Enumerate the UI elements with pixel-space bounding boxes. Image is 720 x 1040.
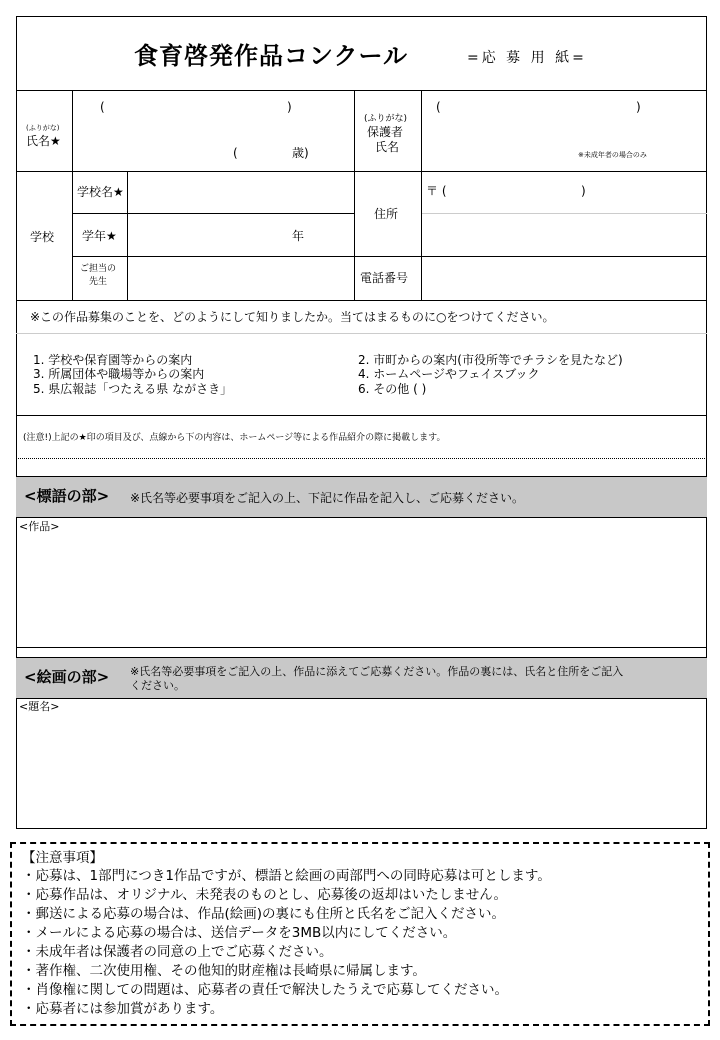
school-name-label: 学校名★ xyxy=(77,185,124,199)
divider xyxy=(72,213,354,214)
guardian-furigana-label: (ふりがな) xyxy=(364,114,408,124)
divider xyxy=(127,171,128,300)
grade-label: 学年★ xyxy=(82,229,117,243)
divider xyxy=(16,647,707,648)
divider xyxy=(16,415,707,416)
applicant-paren-open: ( xyxy=(100,100,105,114)
school-name-field[interactable] xyxy=(130,175,350,209)
painting-section-title: <絵画の部> xyxy=(24,668,110,686)
divider xyxy=(72,90,73,300)
painting-title-field[interactable] xyxy=(18,716,704,826)
address-label: 住所 xyxy=(374,207,399,221)
age-paren-open: ( xyxy=(233,146,238,160)
survey-option[interactable]: 6. その他 ( ) xyxy=(358,382,427,396)
postal-close: ) xyxy=(581,184,586,198)
phone-field[interactable] xyxy=(425,260,703,296)
guardian-note: ※未成年者の場合のみ xyxy=(578,151,647,159)
address-field[interactable] xyxy=(425,217,703,253)
notes-box xyxy=(10,842,710,1026)
guardian-furigana-field[interactable] xyxy=(446,98,632,118)
divider xyxy=(16,90,707,91)
page-subtitle: =応 募 用 紙= xyxy=(467,50,587,66)
notes-header: 【注意事項】 xyxy=(22,850,103,866)
age-field[interactable] xyxy=(243,143,289,161)
age-unit: 歳) xyxy=(292,146,309,160)
note-item: ・応募は、1部門につき1作品ですが、標語と絵画の両部門への同時応募は可とします。 xyxy=(22,868,551,884)
note-item: ・肖像権に関しての問題は、応募者の責任で解決したうえで応募してください。 xyxy=(22,982,508,998)
divider xyxy=(72,256,354,257)
caution-text: (注意!)上記の★印の項目及び、点線から下の内容は、ホームページ等による作品紹介の際に掲載します。 xyxy=(23,433,446,443)
guardian-paren-close: ) xyxy=(636,100,641,114)
applicant-furigana-field[interactable] xyxy=(110,98,282,118)
survey-option[interactable]: 2. 市町からの案内(市役所等でチラシを見たなど) xyxy=(358,353,623,367)
note-item: ・メールによる応募の場合は、送信データを3MB以内にしてください。 xyxy=(22,925,457,941)
postal-prefix: 〒 ( xyxy=(426,184,447,198)
teacher-label: ご担当の xyxy=(80,264,117,274)
grade-field[interactable] xyxy=(130,218,288,252)
work-label: <作品> xyxy=(19,520,60,533)
page-title: 食育啓発作品コンクール xyxy=(134,42,409,70)
divider xyxy=(354,256,707,257)
divider xyxy=(16,171,707,172)
painting-instruction: ※氏名等必要事項をご記入の上、作品に添えてご応募ください。作品の裏には、氏名と住所をご記入 xyxy=(130,665,624,678)
dotted-cut-line xyxy=(16,458,707,459)
painting-instruction-2: ください。 xyxy=(130,679,185,692)
painting-title-label: <題名> xyxy=(19,700,60,713)
slogan-work-field[interactable] xyxy=(18,536,704,646)
guardian-name-label: 氏名 xyxy=(375,140,400,154)
teacher-field[interactable] xyxy=(130,260,350,296)
divider xyxy=(421,213,707,214)
survey-option[interactable]: 4. ホームページやフェイスブック xyxy=(358,367,540,381)
applicant-paren-close: ) xyxy=(287,100,292,114)
survey-option[interactable]: 5. 県広報誌「つたえる県 ながさき」 xyxy=(33,382,233,396)
guardian-paren-open: ( xyxy=(436,100,441,114)
divider xyxy=(16,333,707,334)
grade-unit: 年 xyxy=(292,229,305,243)
note-item: ・未成年者は保護者の同意の上でご応募ください。 xyxy=(22,944,333,960)
slogan-instruction: ※氏名等必要事項をご記入の上、下記に作品を記入し、ご応募ください。 xyxy=(130,491,525,505)
teacher-label-2: 先生 xyxy=(89,277,108,287)
guardian-name-field[interactable] xyxy=(428,120,578,160)
note-item: ・著作権、二次使用権、その他知的財産権は長崎県に帰属します。 xyxy=(22,963,426,979)
slogan-section-title: <標語の部> xyxy=(24,487,110,505)
postal-code-field[interactable] xyxy=(455,178,577,204)
phone-label: 電話番号 xyxy=(360,271,409,285)
note-item: ・郵送による応募の場合は、作品(絵画)の裏にも住所と氏名をご記入ください。 xyxy=(22,906,506,922)
divider xyxy=(16,300,707,301)
applicant-furigana-label: (ふりがな) xyxy=(26,124,60,132)
applicant-name-field[interactable] xyxy=(80,120,230,160)
guardian-label: 保護者 xyxy=(367,125,404,139)
note-item: ・応募作品は、オリジナル、未発表のものとし、応募後の返却はいたしません。 xyxy=(22,887,508,903)
survey-option[interactable]: 3. 所属団体や職場等からの案内 xyxy=(33,367,205,381)
note-item: ・応募者には参加賞があります。 xyxy=(22,1001,224,1017)
divider xyxy=(354,90,355,300)
applicant-name-label: 氏名★ xyxy=(26,134,61,148)
divider xyxy=(421,90,422,300)
painting-section-header xyxy=(16,657,707,699)
school-label: 学校 xyxy=(30,230,55,244)
survey-question: ※この作品募集のことを、どのようにして知りましたか。当てはまるものに○をつけてください。 xyxy=(30,310,555,324)
survey-option[interactable]: 1. 学校や保育園等からの案内 xyxy=(33,353,193,367)
